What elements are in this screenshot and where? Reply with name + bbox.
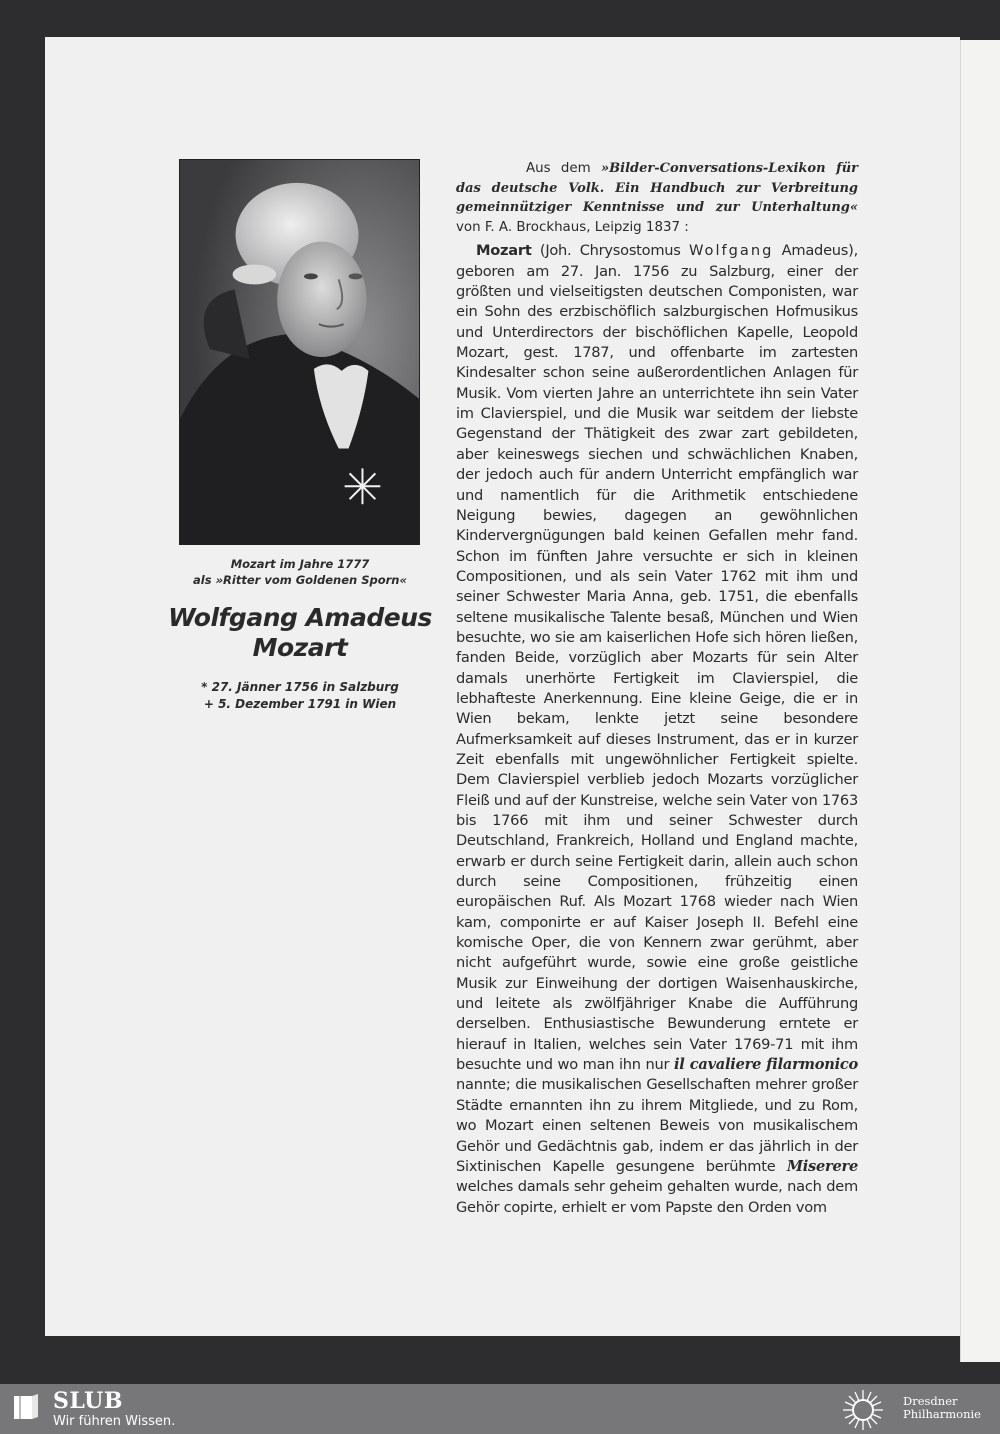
lexicon-article xyxy=(456,159,858,1218)
slub-name[interactable]: SLUB xyxy=(53,1388,123,1414)
page-title xyxy=(165,603,435,663)
portrait-image xyxy=(180,160,419,544)
death-date: + 5. Dezember 1791 in Wien xyxy=(203,697,397,711)
title-line-2: Mozart xyxy=(252,633,348,662)
caption-line-1: Mozart im Jahre 1777 xyxy=(230,557,370,571)
source-title: »Bilder-Conversations-Lexikon für das deutsche Volk. Ein Handbuch zur Verbreitung gemeinnütziger Kenntnisse und zur Unterhaltung« xyxy=(456,161,858,216)
article-body: Mozart (Joh. Chrysostomus Wolfgang Amadeus), geboren am 27. Jan. 1756 zu Salzburg, einer der größten und vielseitigsten deutschen Componisten, war ein Sohn des erzbischöflich salzburgischen Hofmusikus und Unterdirectors der bischöflichen Kapelle, Leopold Mozart, gest. 1787, und offenbarte im zartesten Kindesalter schon seine außerordentlichen Anlagen für Musik. Vom vierten Jahre an unterrichtete ihn sein Vater im Clavierspiel, und die Musik war seitdem der liebste Gegenstand der Thätigkeit des zwar zart gebildeten, aber keineswegs siechen und schwächlichen Knaben, der jedoch auch für andern Unterricht empfänglich war und namentlich für die Arithmetik entschiedene Neigung bewies, dagegen an gewöhnlichen Kindervergnügungen bald keinen Gefallen mehr fand. Schon im fünften Jahre versuchte er sich in kleinen Compositionen, und als sein Vater 1762 mit ihm und seiner Schwester Maria Anna, geb. 1751, die ebenfalls seltene musikalische Talente besaß, München und Wien besuchte, wo sie am kaiserlichen Hofe sich hören ließen, fanden Beide, vorzüglich aber Mozarts für sein Alter damals unerhörte Fertigkeit im Clavierspiel, die lebhafteste Anerkennung. Eine kleine Geige, die er in Wien bekam, lenkte jetzt seine besondere Aufmerksamkeit auf dieses Instrument, das er in kurzer Zeit ebenfalls mit ungewöhnlicher Fertigkeit spielte. Dem Clavierspiel verblieb jedoch Mozarts vorzüglicher Fleiß und auf der Kunstreise, welche sein Vater von 1763 bis 1766 mit ihm und seiner Schwester durch Deutschland, Frankreich, Holland und England machte, erwarb er durch seine Fertigkeit darin, allein auch schon durch seine Compositionen, frühzeitig einen europäischen Ruf. Als Mozart 1768 wieder nach Wien kam, componirte er auf Kaiser Joseph II. Befehl eine komische Oper, die von Kennern zwar gerühmt, aber nicht aufgeführt wurde, sowie eine große geistliche Musik zur Einweihung der dortigen Waisenhauskirche, und leitete als zwölfjähriger Knabe die Aufführung derselben. Enthusiastische Bewunderung erntete er hierauf in Italien, welches sein Vater 1769-71 mit ihm besuchte und wo man ihn nur il cavaliere filarmonico nannte; die musikalischen Gesellschaften mehrer großer Städte ernannten ihn zu ihrem Mitgliede, und zu Rom, wo Mozart einen seltenen Beweis von musikalischem Gehör und Gedächtnis gab, indem er das jährlich in der Sixtinischen Kapelle gesungene berühmte Miserere welches damals sehr geheim gehalten wurde, nach dem Gehör copirte, erhielt er vom Papste den Orden vom xyxy=(456,242,858,1216)
partner-name[interactable]: Dresdner Philharmonie xyxy=(903,1394,981,1421)
next-page-edge xyxy=(960,40,1000,1362)
dresdner-philharmonie-logo-icon[interactable] xyxy=(841,1388,885,1432)
mozart-portrait xyxy=(179,159,420,545)
slub-logo-icon[interactable] xyxy=(12,1393,40,1421)
italic-work-title: Miserere xyxy=(786,1157,858,1175)
portrait-caption xyxy=(170,556,430,588)
spaced-name: Wolfgang xyxy=(688,242,774,260)
life-dates xyxy=(170,679,430,713)
viewer-footer xyxy=(0,1384,1000,1434)
slub-tagline: Wir führen Wissen. xyxy=(53,1414,176,1429)
birth-date: * 27. Jänner 1756 in Salzburg xyxy=(201,680,399,694)
headword: Mozart xyxy=(476,242,532,260)
title-line-1: Wolfgang Amadeus xyxy=(168,603,432,632)
caption-line-2: als »Ritter vom Goldenen Sporn« xyxy=(193,573,407,587)
italic-phrase: il cavaliere filarmonico xyxy=(673,1056,858,1074)
source-intro: Aus dem »Bilder-Conversations-Lexikon für das deutsche Volk. Ein Handbuch zur Verbreitung gemeinnütziger Kenntnisse und zur Unterhaltung« von F. A. Brockhaus, Leipzig 1837 : xyxy=(456,161,858,235)
order-star-icon xyxy=(345,468,381,504)
